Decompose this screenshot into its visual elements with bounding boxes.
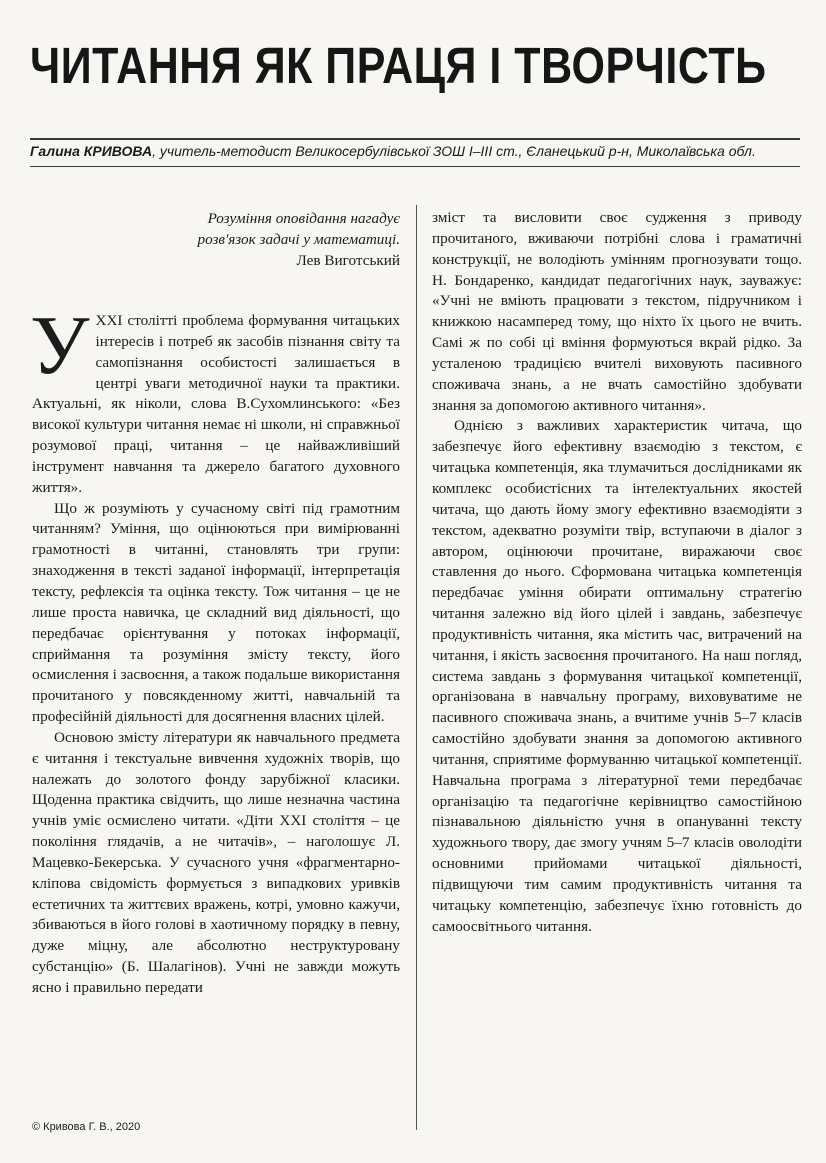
byline-rule	[30, 166, 800, 167]
copyright-footer: © Кривова Г. В., 2020	[32, 1121, 141, 1133]
epigraph-line: розв'язок задачі у математиці.	[197, 231, 400, 248]
column-left	[32, 208, 400, 999]
paragraph: Однією з важливих характеристик читача, що забезпечує його ефективну взаємодію з текстом, є читацька компетенція, яка тлумачиться дослідниками як комплекс особистісних та інтелектуальних якостей читача, що дають йому змогу ефективно взаємодіяти з текстом, адекватно розуміти твір, вступаючи в діалог з автором, оцінюючи прочитане, виражаючи своє ставлення до нього. Сформована читацька компетенція передбачає уміння обирати оптимальну стратегію читання залежно від його цілей і завдань, забезпечує продуктивність читання, яка містить час, витрачений на читання, і якість засвоєння прочитаного. На наш погляд, система завдань з формування читацької компетенції, організована в навчальну програму, виховуватиме не пасивного споживача знань, а вчитиме учнів 5–7 класів самостійно здобувати знання за допомогою активного читання, сприятиме формуванню читацької компетенції. Навчальна програма з літературної теми передбачає організацію та педагогічне керівництво самостійною пізнавальною діяльністю учня в опануванні тексту художнього твору, дає змогу учням 5–7 класів оволодіти основними прийомами читацької діяльності, підвищуючи тим самим продуктивність читання та читацьку компетенцію, забезпечує їхню готовність до самоосвітнього читання.	[432, 417, 802, 935]
paragraph	[30, 299, 400, 499]
title-rule	[30, 138, 800, 140]
drop-cap: У	[30, 299, 90, 392]
byline-affiliation: , учитель-методист Великосербулівської ЗОШ І–ІІІ ст., Єланецький р-н, Миколаївська обл.	[152, 143, 756, 159]
epigraph-line: Розуміння оповідання нагадує	[207, 210, 400, 227]
paragraph-text: ХХІ столітті проблема формування читацьких інтересів і потреб як засобів пізнання світу та самопізнання особистості залишається в центрі уваги методичної науки та практики. Актуальні, як ніколи, слова В.Сухомлинського: «Без високої культури читання немає ні школи, ні справжньої розумової праці, читання – це найважливіший інструмент навчання та джерело багатого духовного життя».	[32, 312, 400, 496]
paragraph: зміст та висловити своє судження з приводу прочитаного, вживаючи потрібні слова і граматичні конструкції, не володіють умінням прогнозувати тощо. Н. Бондаренко, кандидат педагогічних наук, зауважує: «Учні не вміють працювати з текстом, підручником і книжкою насамперед тому, що ніхто їх цього не вчить. Самі ж по собі ці вміння формуються вкрай рідко. За усталеною традицією вчителі виховують пасивного споживача знань, а не вчать самостійно здобувати знання за допомогою активного читання».	[432, 209, 802, 414]
column-divider	[416, 205, 417, 1130]
epigraph-author: Лев Виготський	[296, 252, 400, 269]
byline-author: Галина КРИВОВА	[30, 143, 153, 159]
column-right	[432, 208, 802, 938]
epigraph	[32, 208, 400, 271]
byline	[30, 143, 800, 159]
paragraph: Що ж розуміють у сучасному світі під грамотним читанням? Уміння, що оцінюються при вимірюванні грамотності в читанні, становлять три групи: знаходження в тексті заданої інформації, інтерпретація тексту, рефлексія та оцінка тексту. Тож читання – це не лише проста навичка, це складний вид діяльності, що передбачає орієнтування у потоках інформації, сприймання та розуміння змісту тексту, його осмислення і засвоєння, а також подальше використання прочитаного у повсякденному житті, навчальній та професійній діяльності для досягнення власних цілей.	[32, 499, 400, 726]
paragraph: Основою змісту літератури як навчального предмета є читання і текстуальне вивчення художніх творів, що належать до золотого фонду зарубіжної класики. Щоденна практика свідчить, що лише незначна частина учнів уміє осмислено читати. «Діти ХХІ століття – це покоління глядачів, а не читачів», – наголошує Л. Мацевко-Бекерська. У сучасного учня «фрагментарно-кліпова свідомість формується з випадкових уривків естетичних та життєвих вражень, котрі, умовно кажучи, збиваються в його голові в хаотичному порядку в певну, дуже міцну, але абсолютно неструктуровану субстанцію» (Б. Шалагінов). Учні не завжди можуть ясно і правильно передати	[32, 728, 400, 996]
article-title: ЧИТАННЯ ЯК ПРАЦЯ І ТВОРЧІСТЬ	[30, 38, 767, 95]
